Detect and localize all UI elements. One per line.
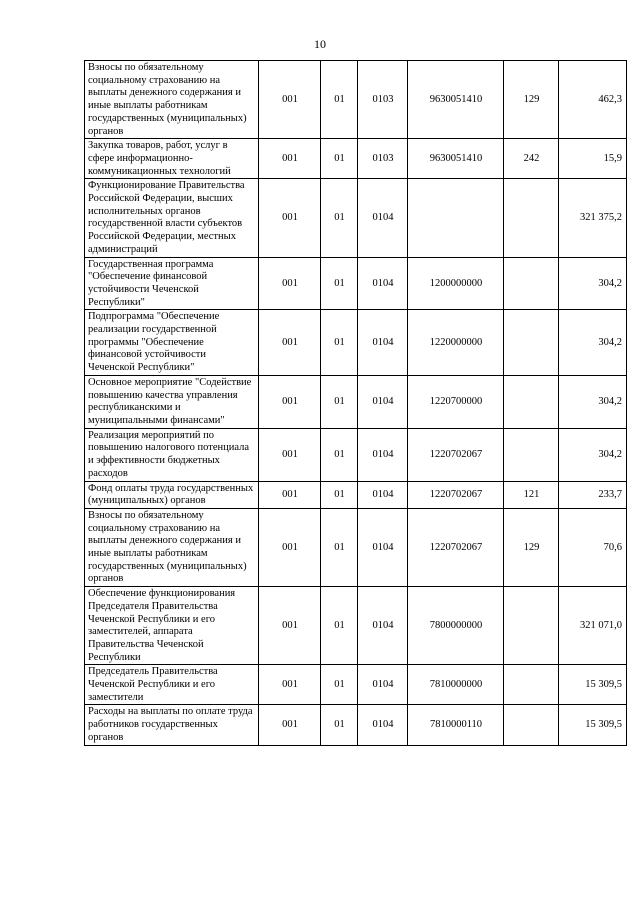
cell-section: 01 (321, 481, 358, 508)
cell-expense-type: 242 (504, 139, 559, 179)
row-name: Функционирование Правительства Российской Федерации, высших исполнительных органов государственной власти субъектов Российской Федерации, местных администраций (85, 179, 259, 257)
table-row (85, 428, 627, 481)
table-row (85, 665, 627, 705)
cell-grbs: 001 (259, 508, 321, 586)
row-name: Реализация мероприятий по повышению налогового потенциала и эффективности бюджетных расходов (85, 428, 259, 481)
cell-sum: 304,2 (559, 257, 627, 310)
cell-expense-type (504, 587, 559, 665)
row-name: Взносы по обязательному социальному страхованию на выплаты денежного содержания и иные выплаты работникам государственных (муниципальных) органов (85, 61, 259, 139)
table-row (85, 508, 627, 586)
cell-subsection: 0104 (358, 179, 408, 257)
row-name: Взносы по обязательному социальному страхованию на выплаты денежного содержания и иные выплаты работникам государственных (муниципальных) органов (85, 508, 259, 586)
cell-sum: 15,9 (559, 139, 627, 179)
cell-target-article: 9630051410 (408, 139, 504, 179)
cell-sum: 70,6 (559, 508, 627, 586)
cell-section: 01 (321, 428, 358, 481)
cell-expense-type (504, 705, 559, 745)
cell-subsection: 0104 (358, 257, 408, 310)
cell-section: 01 (321, 257, 358, 310)
cell-subsection: 0104 (358, 587, 408, 665)
cell-subsection: 0103 (358, 61, 408, 139)
cell-section: 01 (321, 508, 358, 586)
cell-grbs: 001 (259, 310, 321, 376)
cell-grbs: 001 (259, 428, 321, 481)
cell-expense-type: 129 (504, 508, 559, 586)
budget-table-body (85, 61, 627, 746)
row-name: Расходы на выплаты по оплате труда работников государственных органов (85, 705, 259, 745)
cell-sum: 321 375,2 (559, 179, 627, 257)
cell-grbs: 001 (259, 587, 321, 665)
table-row (85, 375, 627, 428)
cell-grbs: 001 (259, 257, 321, 310)
row-name: Обеспечение функционирования Председателя Правительства Чеченской Республики и его заместителей, аппарата Правительства Чеченской Республики (85, 587, 259, 665)
cell-grbs: 001 (259, 705, 321, 745)
cell-grbs: 001 (259, 179, 321, 257)
cell-expense-type (504, 310, 559, 376)
row-name: Основное мероприятие "Содействие повышению качества управления республиканскими и муниципальными финансами" (85, 375, 259, 428)
cell-expense-type (504, 665, 559, 705)
cell-section: 01 (321, 375, 358, 428)
table-row (85, 257, 627, 310)
cell-expense-type: 129 (504, 61, 559, 139)
cell-grbs: 001 (259, 61, 321, 139)
cell-subsection: 0104 (358, 665, 408, 705)
cell-section: 01 (321, 179, 358, 257)
cell-expense-type (504, 375, 559, 428)
cell-expense-type (504, 428, 559, 481)
page-number: 10 (314, 37, 326, 51)
cell-subsection: 0104 (358, 508, 408, 586)
table-row (85, 587, 627, 665)
cell-section: 01 (321, 139, 358, 179)
cell-grbs: 001 (259, 665, 321, 705)
cell-target-article: 1200000000 (408, 257, 504, 310)
cell-sum: 462,3 (559, 61, 627, 139)
cell-section: 01 (321, 310, 358, 376)
cell-grbs: 001 (259, 481, 321, 508)
cell-section: 01 (321, 665, 358, 705)
cell-subsection: 0104 (358, 310, 408, 376)
row-name: Закупка товаров, работ, услуг в сфере информационно-коммуникационных технологий (85, 139, 259, 179)
row-name: Фонд оплаты труда государственных (муниципальных) органов (85, 481, 259, 508)
cell-grbs: 001 (259, 375, 321, 428)
cell-sum: 304,2 (559, 428, 627, 481)
cell-sum: 304,2 (559, 310, 627, 376)
cell-target-article (408, 179, 504, 257)
table-row (85, 179, 627, 257)
table-row (85, 310, 627, 376)
cell-target-article: 9630051410 (408, 61, 504, 139)
cell-sum: 321 071,0 (559, 587, 627, 665)
cell-grbs: 001 (259, 139, 321, 179)
cell-expense-type: 121 (504, 481, 559, 508)
cell-expense-type (504, 257, 559, 310)
cell-target-article: 7800000000 (408, 587, 504, 665)
budget-table (84, 60, 627, 746)
cell-expense-type (504, 179, 559, 257)
cell-target-article: 1220000000 (408, 310, 504, 376)
table-row (85, 481, 627, 508)
row-name: Председатель Правительства Чеченской Республики и его заместители (85, 665, 259, 705)
row-name: Подпрограмма "Обеспечение реализации государственной программы "Обеспечение финансовой устойчивости Чеченской Республики" (85, 310, 259, 376)
cell-subsection: 0104 (358, 481, 408, 508)
cell-target-article: 1220702067 (408, 481, 504, 508)
cell-target-article: 1220702067 (408, 508, 504, 586)
cell-target-article: 1220700000 (408, 375, 504, 428)
cell-sum: 15 309,5 (559, 705, 627, 745)
row-name: Государственная программа "Обеспечение финансовой устойчивости Чеченской Республики" (85, 257, 259, 310)
cell-subsection: 0104 (358, 375, 408, 428)
cell-subsection: 0103 (358, 139, 408, 179)
table-row (85, 139, 627, 179)
cell-target-article: 7810000000 (408, 665, 504, 705)
table-row (85, 705, 627, 745)
cell-subsection: 0104 (358, 705, 408, 745)
cell-sum: 304,2 (559, 375, 627, 428)
cell-section: 01 (321, 705, 358, 745)
cell-target-article: 7810000110 (408, 705, 504, 745)
cell-sum: 233,7 (559, 481, 627, 508)
table-row (85, 61, 627, 139)
cell-section: 01 (321, 61, 358, 139)
cell-section: 01 (321, 587, 358, 665)
cell-subsection: 0104 (358, 428, 408, 481)
cell-sum: 15 309,5 (559, 665, 627, 705)
cell-target-article: 1220702067 (408, 428, 504, 481)
